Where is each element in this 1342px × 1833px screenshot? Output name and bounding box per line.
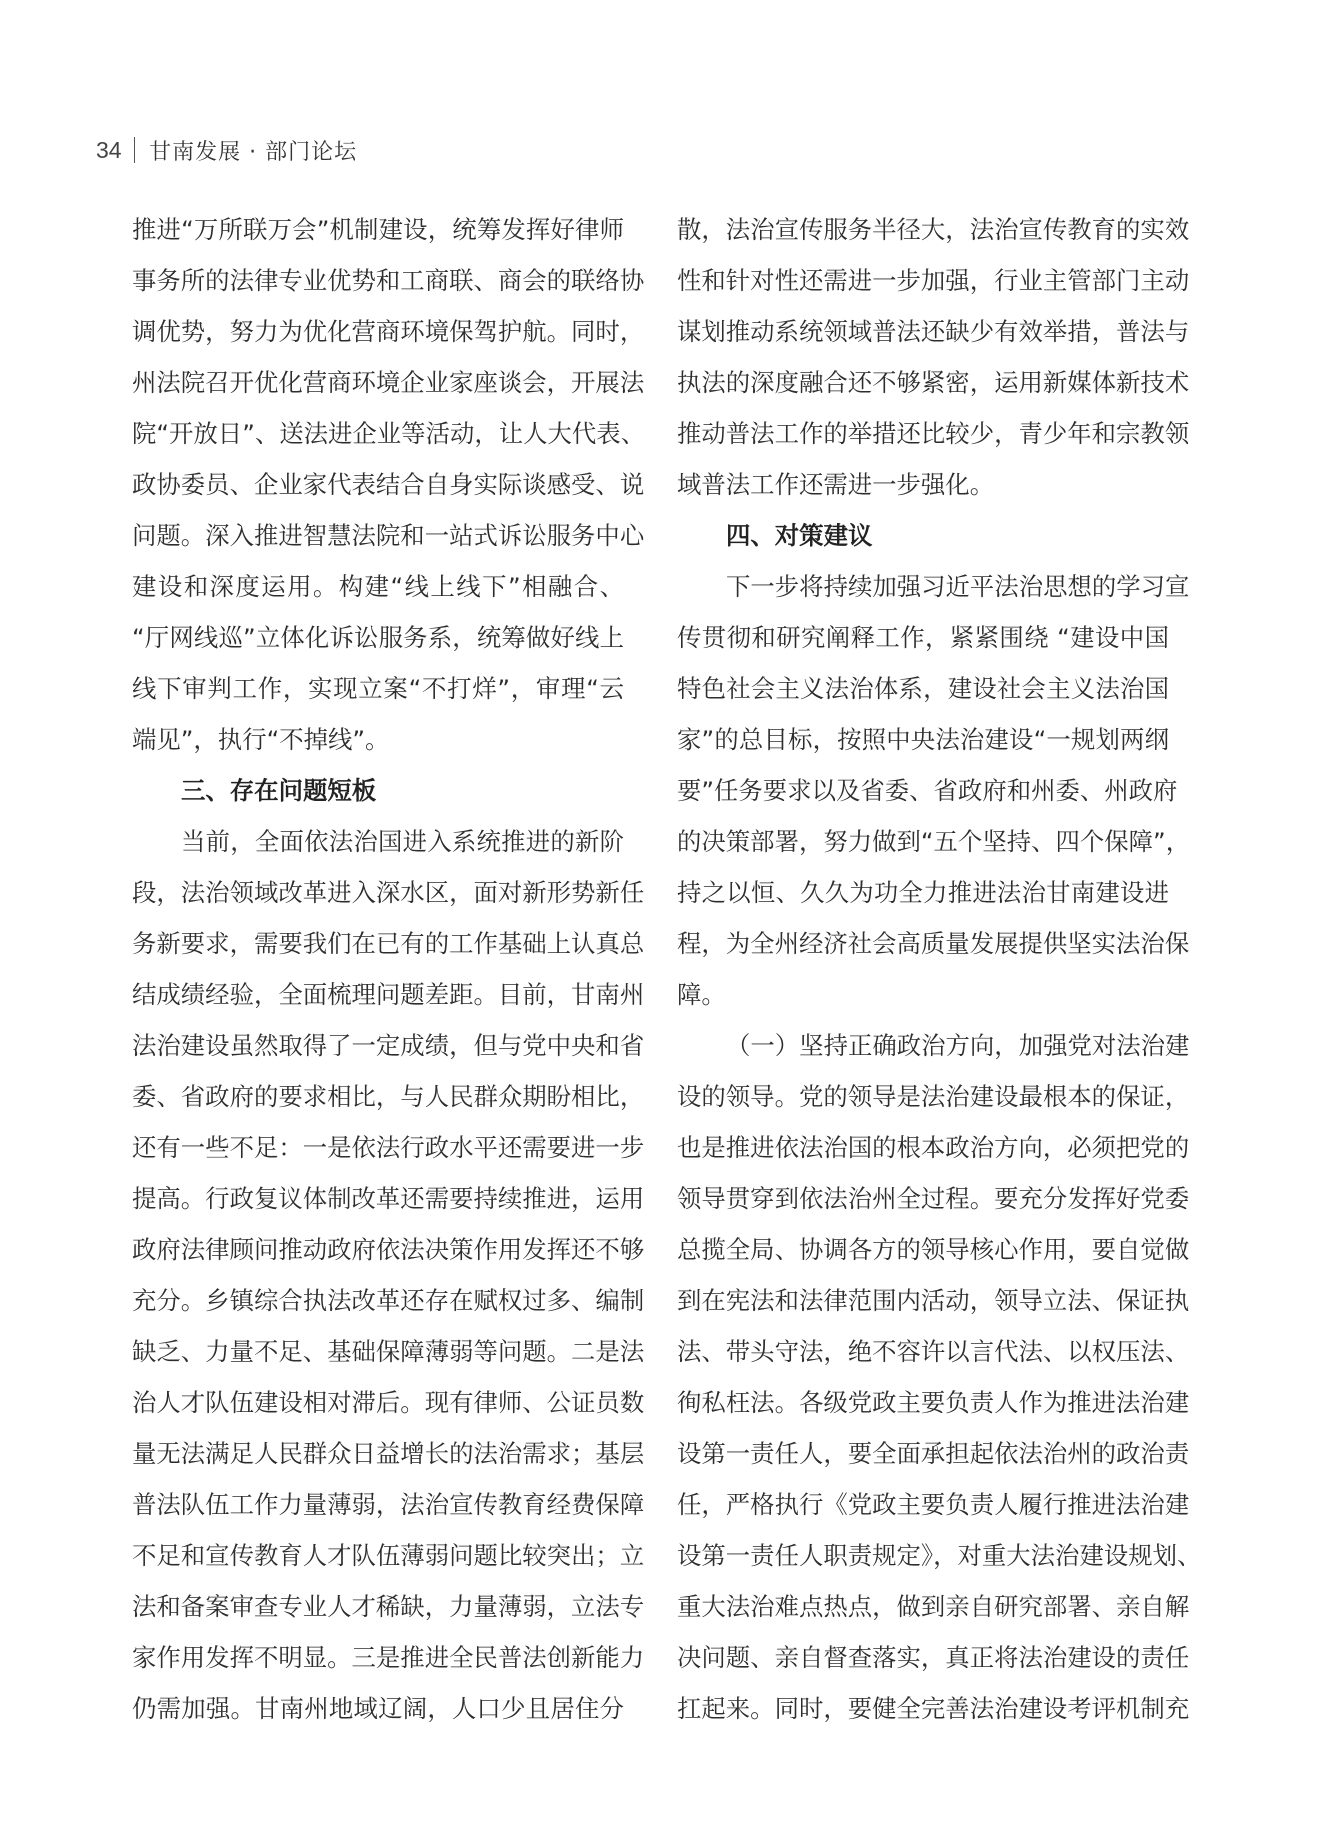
text-line: 不足和宣传教育人才队伍薄弱问题比较突出；立: [132, 1541, 645, 1570]
text-line: 结成绩经验，全面梳理问题差距。目前，甘南州: [132, 980, 645, 1009]
text-line: 端见”，执行“不掉线”。: [132, 725, 390, 754]
text-line: 调优势，努力为优化营商环境保驾护航。同时，: [132, 317, 645, 346]
text-line: 建设和深度运用。构建“线上线下”相融合、: [132, 572, 624, 601]
text-line: “厅网线巡”立体化诉讼服务系，统筹做好线上: [132, 623, 624, 652]
text-line: 的决策部署，努力做到“五个坚持、四个保障”，: [677, 827, 1191, 856]
text-line: 任，严格执行《党政主要负责人履行推进法治建: [677, 1490, 1190, 1519]
text-line: 总揽全局、协调各方的领导核心作用，要自觉做: [677, 1235, 1190, 1264]
text-line: 到在宪法和法律范围内活动，领导立法、保证执: [677, 1286, 1190, 1315]
text-line: 院“开放日”、送法进企业等活动，让人大代表、: [132, 419, 646, 448]
text-line: 传贯彻和研究阐释工作，紧紧围绕 “建设中国: [677, 623, 1169, 652]
text-line: 州法院召开优化营商环境企业家座谈会，开展法: [132, 368, 645, 397]
left-column: [132, 204, 646, 1734]
text-line: 委、省政府的要求相比，与人民群众期盼相比，: [132, 1082, 645, 1111]
text-line: 性和针对性还需进一步加强，行业主管部门主动: [677, 266, 1190, 295]
text-line: 务新要求，需要我们在已有的工作基础上认真总: [132, 929, 645, 958]
text-line: 量无法满足人民群众日益增长的法治需求；基层: [132, 1439, 645, 1468]
header-divider: [134, 137, 136, 163]
text-line: 程，为全州经济社会高质量发展提供坚实法治保: [677, 929, 1190, 958]
text-line: 事务所的法律专业优势和工商联、商会的联络协: [132, 266, 645, 295]
text-line: 设第一责任人，要全面承担起依法治州的政治责: [677, 1439, 1190, 1468]
page-number: 34: [96, 136, 122, 163]
text-line: 域普法工作还需进一步强化。: [677, 470, 995, 499]
text-line: 家作用发挥不明显。三是推进全民普法创新能力: [132, 1643, 645, 1672]
text-line: 提高。行政复议体制改革还需要持续推进，运用: [132, 1184, 645, 1213]
text-line: 徇私枉法。各级党政主要负责人作为推进法治建: [677, 1388, 1190, 1417]
text-line: 领导贯穿到依法治州全过程。要充分发挥好党委: [677, 1184, 1190, 1213]
text-line: 政府法律顾问推动政府依法决策作用发挥还不够: [132, 1235, 645, 1264]
section-heading: 四、对策建议: [726, 521, 873, 550]
text-line: 要”任务要求以及省委、省政府和州委、州政府: [677, 776, 1178, 805]
text-line: 持之以恒、久久为功全力推进法治甘南建设进: [677, 878, 1169, 907]
text-line: 缺乏、力量不足、基础保障薄弱等问题。二是法: [132, 1337, 645, 1366]
text-line: 充分。乡镇综合执法改革还存在赋权过多、编制: [132, 1286, 645, 1315]
text-line: 段，法治领域改革进入深水区，面对新形势新任: [132, 878, 645, 907]
text-line: 推进“万所联万会”机制建设，统筹发挥好律师: [132, 215, 624, 244]
text-line: 法治建设虽然取得了一定成绩，但与党中央和省: [132, 1031, 645, 1060]
section-title: 甘南发展 · 部门论坛: [149, 139, 358, 165]
text-line: （一）坚持正确政治方向，加强党对法治建: [726, 1031, 1190, 1060]
text-line: 散，法治宣传服务半径大，法治宣传教育的实效: [677, 215, 1190, 244]
text-line: 当前，全面依法治国进入系统推进的新阶: [181, 827, 624, 856]
text-line: 问题。深入推进智慧法院和一站式诉讼服务中心: [132, 521, 645, 550]
text-line: 障。: [677, 980, 726, 1009]
page-header: [96, 134, 357, 166]
text-line: 重大法治难点热点，做到亲自研究部署、亲自解: [677, 1592, 1190, 1621]
text-line: 下一步将持续加强习近平法治思想的学习宣: [726, 572, 1190, 601]
text-line: 治人才队伍建设相对滞后。现有律师、公证员数: [132, 1388, 645, 1417]
text-line: 还有一些不足：一是依法行政水平还需要进一步: [132, 1133, 645, 1162]
section-heading: 三、存在问题短板: [181, 776, 377, 805]
text-line: 设第一责任人职责规定》，对重大法治建设规划、: [677, 1541, 1202, 1570]
text-line: 执法的深度融合还不够紧密，运用新媒体新技术: [677, 368, 1190, 397]
text-line: 扛起来。同时，要健全完善法治建设考评机制充: [677, 1694, 1190, 1723]
text-line: 也是推进依法治国的根本政治方向，必须把党的: [677, 1133, 1190, 1162]
text-line: 法和备案审查专业人才稀缺，力量薄弱，立法专: [132, 1592, 645, 1621]
text-line: 决问题、亲自督查落实，真正将法治建设的责任: [677, 1643, 1190, 1672]
text-line: 谋划推动系统领域普法还缺少有效举措，普法与: [677, 317, 1190, 346]
text-line: 设的领导。党的领导是法治建设最根本的保证，: [677, 1082, 1190, 1111]
text-line: 推动普法工作的举措还比较少，青少年和宗教领: [677, 419, 1190, 448]
text-line: 普法队伍工作力量薄弱，法治宣传教育经费保障: [132, 1490, 645, 1519]
right-column: [677, 204, 1202, 1734]
text-line: 家”的总目标，按照中央法治建设“一规划两纲: [677, 725, 1169, 754]
text-line: 法、带头守法，绝不容许以言代法、以权压法、: [677, 1337, 1190, 1366]
text-line: 仍需加强。甘南州地域辽阔，人口少且居住分: [132, 1694, 624, 1723]
text-line: 特色社会主义法治体系，建设社会主义法治国: [677, 674, 1169, 703]
text-line: 政协委员、企业家代表结合自身实际谈感受、说: [132, 470, 645, 499]
text-line: 线下审判工作，实现立案“不打烊”，审理“云: [132, 674, 624, 703]
